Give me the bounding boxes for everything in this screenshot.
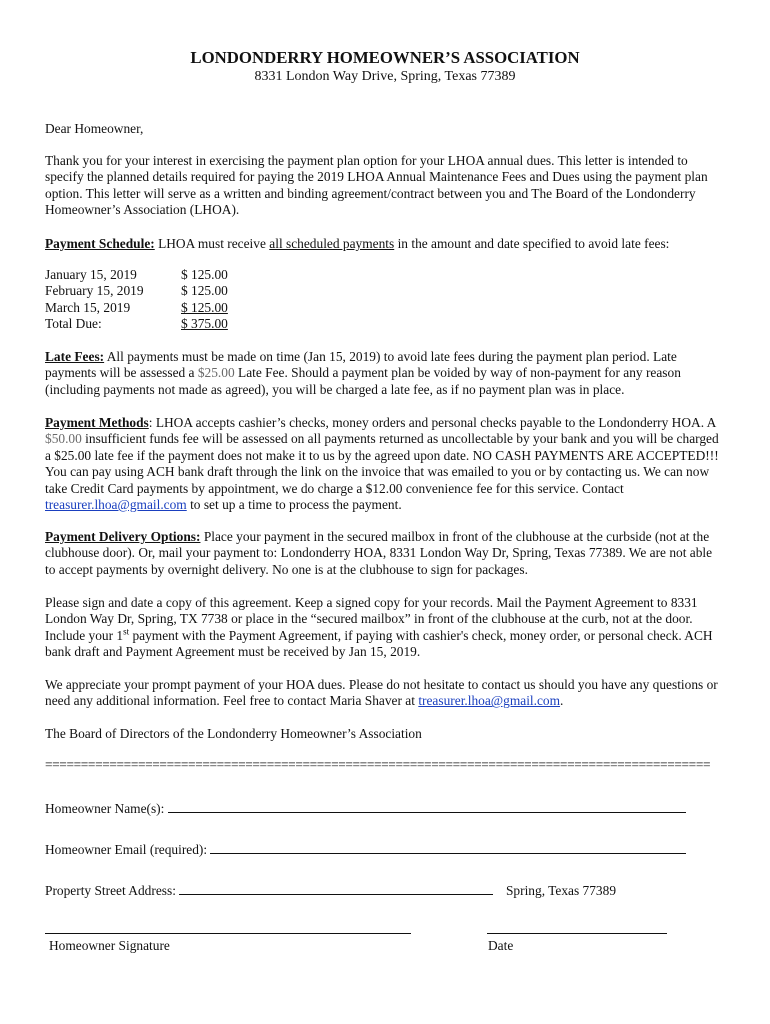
delivery-options-paragraph — [45, 529, 725, 578]
sign-instructions-paragraph — [45, 595, 725, 661]
homeowner-email-row — [45, 840, 686, 858]
ordinal-suffix: st — [123, 626, 130, 637]
homeowner-name-label: Homeowner Name(s): — [45, 801, 168, 816]
schedule-row — [45, 283, 285, 299]
closing-text-end: . — [560, 693, 564, 709]
nsf-fee-amount: $50.00 — [45, 431, 82, 447]
date-line[interactable] — [487, 933, 667, 934]
signoff: The Board of Directors of the Londonderry Homeowner’s Association — [45, 726, 422, 741]
schedule-date: March 15, 2019 — [45, 299, 131, 315]
late-fees-text-end: Late Fee. Should a payment plan be voided by way of non-payment for any reason (including payments not made as agreed), you will be charged a late fee, as if no payment plan was in place. — [45, 365, 681, 397]
schedule-row — [45, 267, 285, 283]
late-fees-text: All payments must be made on time (Jan 15, 2019) to avoid late fees during the payment plan period. Late payments will be assessed a — [45, 349, 677, 381]
greeting: Dear Homeowner, — [45, 121, 144, 136]
signature-label: Homeowner Signature — [49, 938, 170, 953]
association-address: 8331 London Way Drive, Spring, Texas 77389 — [254, 69, 516, 84]
closing-paragraph — [45, 677, 725, 710]
date-label: Date — [488, 938, 514, 953]
payment-schedule-text: LHOA must receive — [154, 236, 270, 251]
property-address-city: Spring, Texas 77389 — [505, 883, 617, 898]
treasurer-email-link[interactable]: treasurer.lhoa@gmail.com — [45, 497, 187, 513]
schedule-date: January 15, 2019 — [45, 267, 137, 282]
homeowner-name-field[interactable] — [168, 799, 686, 813]
schedule-amount: $ 125.00 — [181, 283, 228, 299]
late-fees-heading: Late Fees: — [45, 349, 105, 364]
schedule-date: February 15, 2019 — [45, 283, 144, 299]
signature-line[interactable] — [45, 933, 411, 934]
delivery-options-heading: Payment Delivery Options: — [45, 529, 201, 544]
payment-methods-text: : LHOA accepts cashier’s checks, money orders and personal checks payable to the Londonderry HOA. A — [148, 415, 716, 430]
delivery-options-text: Place your payment in the secured mailbox in front of the clubhouse at the curbside (not at the clubhouse door). Or, mail your payment to: Londonderry HOA, 8331 London Way Dr, Spring, Texas 77389. We are not able to accept payments by overnight delivery. No one is at the clubhouse to sign for packages. — [45, 529, 713, 577]
payment-methods-text-middle: insufficient funds fee will be assessed on all payments returned as uncollectable by your bank and you will be charged a $25.00 late fee if the payment does not make it to us by the agreed upon date. NO CASH PAYMENTS ARE ACCEPTED!!! You can pay using ACH bank draft through the link on the invoice that was emailed to you or by contacting us. We can now take Credit Card payments by appointment, we do charge a $12.00 convenience fee for this service. Contact — [45, 431, 719, 496]
payment-methods-text-end: to set up a time to process the payment. — [186, 497, 402, 513]
schedule-amount: $ 125.00 — [181, 299, 228, 315]
payment-methods-heading: Payment Methods — [45, 415, 149, 430]
payment-schedule-heading: Payment Schedule: — [45, 236, 155, 251]
property-address-field[interactable] — [179, 881, 493, 895]
sign-instructions-text-end: payment with the Payment Agreement, if paying with cashier's check, money order, or personal check. ACH bank draft and Payment Agreement must be received by Jan 15, 2019. — [45, 627, 713, 660]
schedule-total-row — [45, 316, 285, 332]
late-fee-amount: $25.00 — [197, 365, 235, 381]
property-address-row — [45, 881, 616, 899]
sign-instructions-text: Please sign and date a copy of this agreement. Keep a signed copy for your records. Mail the Payment Agreement to 8331 London Way Dr, Spring, TX 7738 or place in the “secured mailbox” in front of the clubhouse at the curb, not at the door. Include your 1 — [45, 595, 698, 643]
form-separator: ============================================================================================= — [45, 757, 711, 772]
payment-schedule-emphasis: all scheduled payments — [269, 236, 395, 251]
intro-paragraph: Thank you for your interest in exercising the payment plan option for your LHOA annual dues. This letter is intended to specify the planned details required for paying the 2019 LHOA Annual Maintenance Fees and Dues using the payment plan option. This letter will serve as a written and binding agreement/contract between you and The Board of the Londonderry Homeowner’s Association (LHOA). — [45, 153, 708, 218]
schedule-row — [45, 300, 285, 316]
schedule-amount: $ 125.00 — [181, 267, 228, 282]
schedule-total-label: Total Due: — [45, 316, 102, 332]
payment-schedule-paragraph — [45, 236, 725, 252]
page-title: LONDONDERRY HOMEOWNER’S ASSOCIATION — [190, 48, 580, 67]
late-fees-paragraph — [45, 349, 725, 398]
payment-methods-paragraph — [45, 415, 725, 513]
closing-text: We appreciate your prompt payment of your HOA dues. Please do not hesitate to contact us should you have any questions or need any additional information. Feel free to contact Maria Shaver at — [45, 677, 718, 709]
payment-schedule-text-end: in the amount and date specified to avoid late fees: — [394, 236, 670, 251]
homeowner-email-label: Homeowner Email (required): — [45, 842, 211, 857]
homeowner-email-field[interactable] — [210, 840, 686, 854]
homeowner-name-row — [45, 799, 686, 817]
contact-email-link[interactable]: treasurer.lhoa@gmail.com — [418, 693, 561, 709]
property-address-label: Property Street Address: — [45, 883, 180, 898]
schedule-total-amount: $ 375.00 — [181, 316, 228, 332]
